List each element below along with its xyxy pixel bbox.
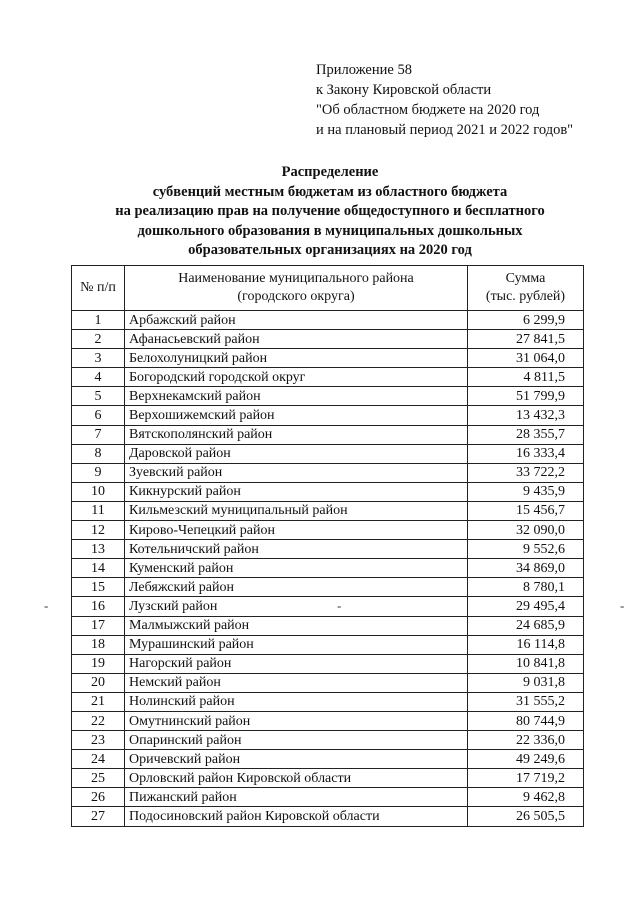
row-number: 19	[72, 654, 125, 673]
row-district-name: Нолинский район	[125, 692, 468, 711]
row-district-name: Котельничский район	[125, 540, 468, 559]
header-number: № п/п	[72, 266, 125, 311]
row-number: 23	[72, 731, 125, 750]
row-sum: 80 744,9	[468, 711, 584, 730]
table-row	[72, 597, 584, 616]
table-row	[72, 330, 584, 349]
table-row	[72, 578, 584, 597]
table-header-row	[72, 266, 584, 311]
header-name-line1: Наименование муниципального района	[178, 271, 414, 286]
row-sum: 15 456,7	[468, 501, 584, 520]
header-name	[125, 266, 468, 311]
row-number: 8	[72, 444, 125, 463]
table-row	[72, 635, 584, 654]
row-number: 27	[72, 807, 125, 826]
row-sum: 9 552,6	[468, 540, 584, 559]
table-row	[72, 444, 584, 463]
row-number: 11	[72, 501, 125, 520]
row-district-name: Афанасьевский район	[125, 330, 468, 349]
row-sum: 32 090,0	[468, 521, 584, 540]
table-row	[72, 349, 584, 368]
row-sum: 24 685,9	[468, 616, 584, 635]
table-row	[72, 750, 584, 769]
row-district-name: Орловский район Кировской области	[125, 769, 468, 788]
row-number: 14	[72, 559, 125, 578]
row-number: 2	[72, 330, 125, 349]
title-line: субвенций местным бюджетам из областного бюджета	[152, 183, 508, 200]
row-district-name: Омутнинский район	[125, 711, 468, 730]
row-district-name: Кильмезский муниципальный район	[125, 501, 468, 520]
row-number: 12	[72, 521, 125, 540]
row-number: 1	[72, 311, 125, 330]
row-sum: 13 432,3	[468, 406, 584, 425]
header-name-line2: (городского округа)	[237, 289, 355, 304]
row-number: 25	[72, 769, 125, 788]
header-sum	[468, 266, 584, 311]
table-row	[72, 731, 584, 750]
scan-mark: -	[44, 598, 49, 613]
table-row	[72, 406, 584, 425]
row-district-name: Богородский городской округ	[125, 368, 468, 387]
row-sum: 31 064,0	[468, 349, 584, 368]
row-district-name: Даровской район	[125, 444, 468, 463]
header-sum-line1: Сумма	[505, 271, 546, 286]
row-number: 13	[72, 540, 125, 559]
row-number: 6	[72, 406, 125, 425]
row-number: 16	[72, 597, 125, 616]
appendix-line: к Закону Кировской области	[316, 82, 492, 98]
row-sum: 9 462,8	[468, 788, 584, 807]
distribution-table	[71, 265, 584, 827]
table-row	[72, 807, 584, 826]
table-row	[72, 482, 584, 501]
table-row	[72, 425, 584, 444]
table-row	[72, 654, 584, 673]
row-sum: 16 333,4	[468, 444, 584, 463]
row-district-name: Оричевский район	[125, 750, 468, 769]
row-sum: 9 031,8	[468, 673, 584, 692]
table-row	[72, 673, 584, 692]
appendix-line: Приложение 58	[316, 62, 412, 78]
row-sum: 16 114,8	[468, 635, 584, 654]
title-line: дошкольного образования в муниципальных дошкольных	[137, 222, 523, 239]
scan-mark: -	[337, 598, 342, 613]
row-number: 18	[72, 635, 125, 654]
row-sum: 33 722,2	[468, 463, 584, 482]
row-district-name: Пижанский район	[125, 788, 468, 807]
row-sum: 27 841,5	[468, 330, 584, 349]
row-number: 15	[72, 578, 125, 597]
row-number: 26	[72, 788, 125, 807]
row-number: 3	[72, 349, 125, 368]
table-row	[72, 387, 584, 406]
row-district-name: Арбажский район	[125, 311, 468, 330]
header-sum-line2: (тыс. рублей)	[485, 289, 566, 304]
title-line: Распределение	[281, 164, 379, 180]
row-district-name: Верхошижемский район	[125, 406, 468, 425]
table-row	[72, 540, 584, 559]
row-number: 20	[72, 673, 125, 692]
title-line: образовательных организациях на 2020 год	[188, 242, 472, 258]
table-row	[72, 521, 584, 540]
row-sum: 31 555,2	[468, 692, 584, 711]
table-row	[72, 368, 584, 387]
row-number: 7	[72, 425, 125, 444]
row-sum: 29 495,4	[468, 597, 584, 616]
row-number: 22	[72, 711, 125, 730]
table-row	[72, 769, 584, 788]
row-sum: 49 249,6	[468, 750, 584, 769]
row-district-name: Опаринский район	[125, 731, 468, 750]
row-number: 24	[72, 750, 125, 769]
table-row	[72, 559, 584, 578]
appendix-line: и на плановый период 2021 и 2022 годов"	[316, 122, 574, 138]
row-sum: 28 355,7	[468, 425, 584, 444]
row-district-name: Вятскополянский район	[125, 425, 468, 444]
row-number: 9	[72, 463, 125, 482]
table-row	[72, 616, 584, 635]
table-body	[72, 311, 584, 827]
row-district-name: Кирово-Чепецкий район	[125, 521, 468, 540]
row-sum: 4 811,5	[468, 368, 584, 387]
table-row	[72, 311, 584, 330]
row-number: 4	[72, 368, 125, 387]
row-sum: 10 841,8	[468, 654, 584, 673]
row-district-name: Кикнурский район	[125, 482, 468, 501]
row-number: 5	[72, 387, 125, 406]
row-sum: 26 505,5	[468, 807, 584, 826]
table-row	[72, 692, 584, 711]
row-district-name: Верхнекамский район	[125, 387, 468, 406]
row-district-name: Немский район	[125, 673, 468, 692]
row-sum: 22 336,0	[468, 731, 584, 750]
row-number: 10	[72, 482, 125, 501]
row-district-name: Лебяжский район	[125, 578, 468, 597]
row-district-name: Нагорский район	[125, 654, 468, 673]
table-row	[72, 501, 584, 520]
title-line: на реализацию прав на получение общедоступного и бесплатного	[115, 203, 545, 219]
row-number: 17	[72, 616, 125, 635]
row-number: 21	[72, 692, 125, 711]
scan-mark: -	[620, 598, 625, 613]
row-district-name: Белохолуницкий район	[125, 349, 468, 368]
row-district-name: Малмыжский район	[125, 616, 468, 635]
document-title	[60, 163, 600, 261]
row-district-name: Подосиновский район Кировской области	[125, 807, 468, 826]
row-district-name: Зуевский район	[125, 463, 468, 482]
appendix-block	[316, 60, 573, 140]
row-district-name: Лузский район	[125, 597, 468, 616]
row-sum: 6 299,9	[468, 311, 584, 330]
row-sum: 17 719,2	[468, 769, 584, 788]
row-sum: 34 869,0	[468, 559, 584, 578]
appendix-line: "Об областном бюджете на 2020 год	[316, 102, 540, 118]
row-sum: 51 799,9	[468, 387, 584, 406]
table-row	[72, 711, 584, 730]
row-sum: 9 435,9	[468, 482, 584, 501]
row-sum: 8 780,1	[468, 578, 584, 597]
row-district-name: Мурашинский район	[125, 635, 468, 654]
row-district-name: Куменский район	[125, 559, 468, 578]
table-row	[72, 788, 584, 807]
table-row	[72, 463, 584, 482]
